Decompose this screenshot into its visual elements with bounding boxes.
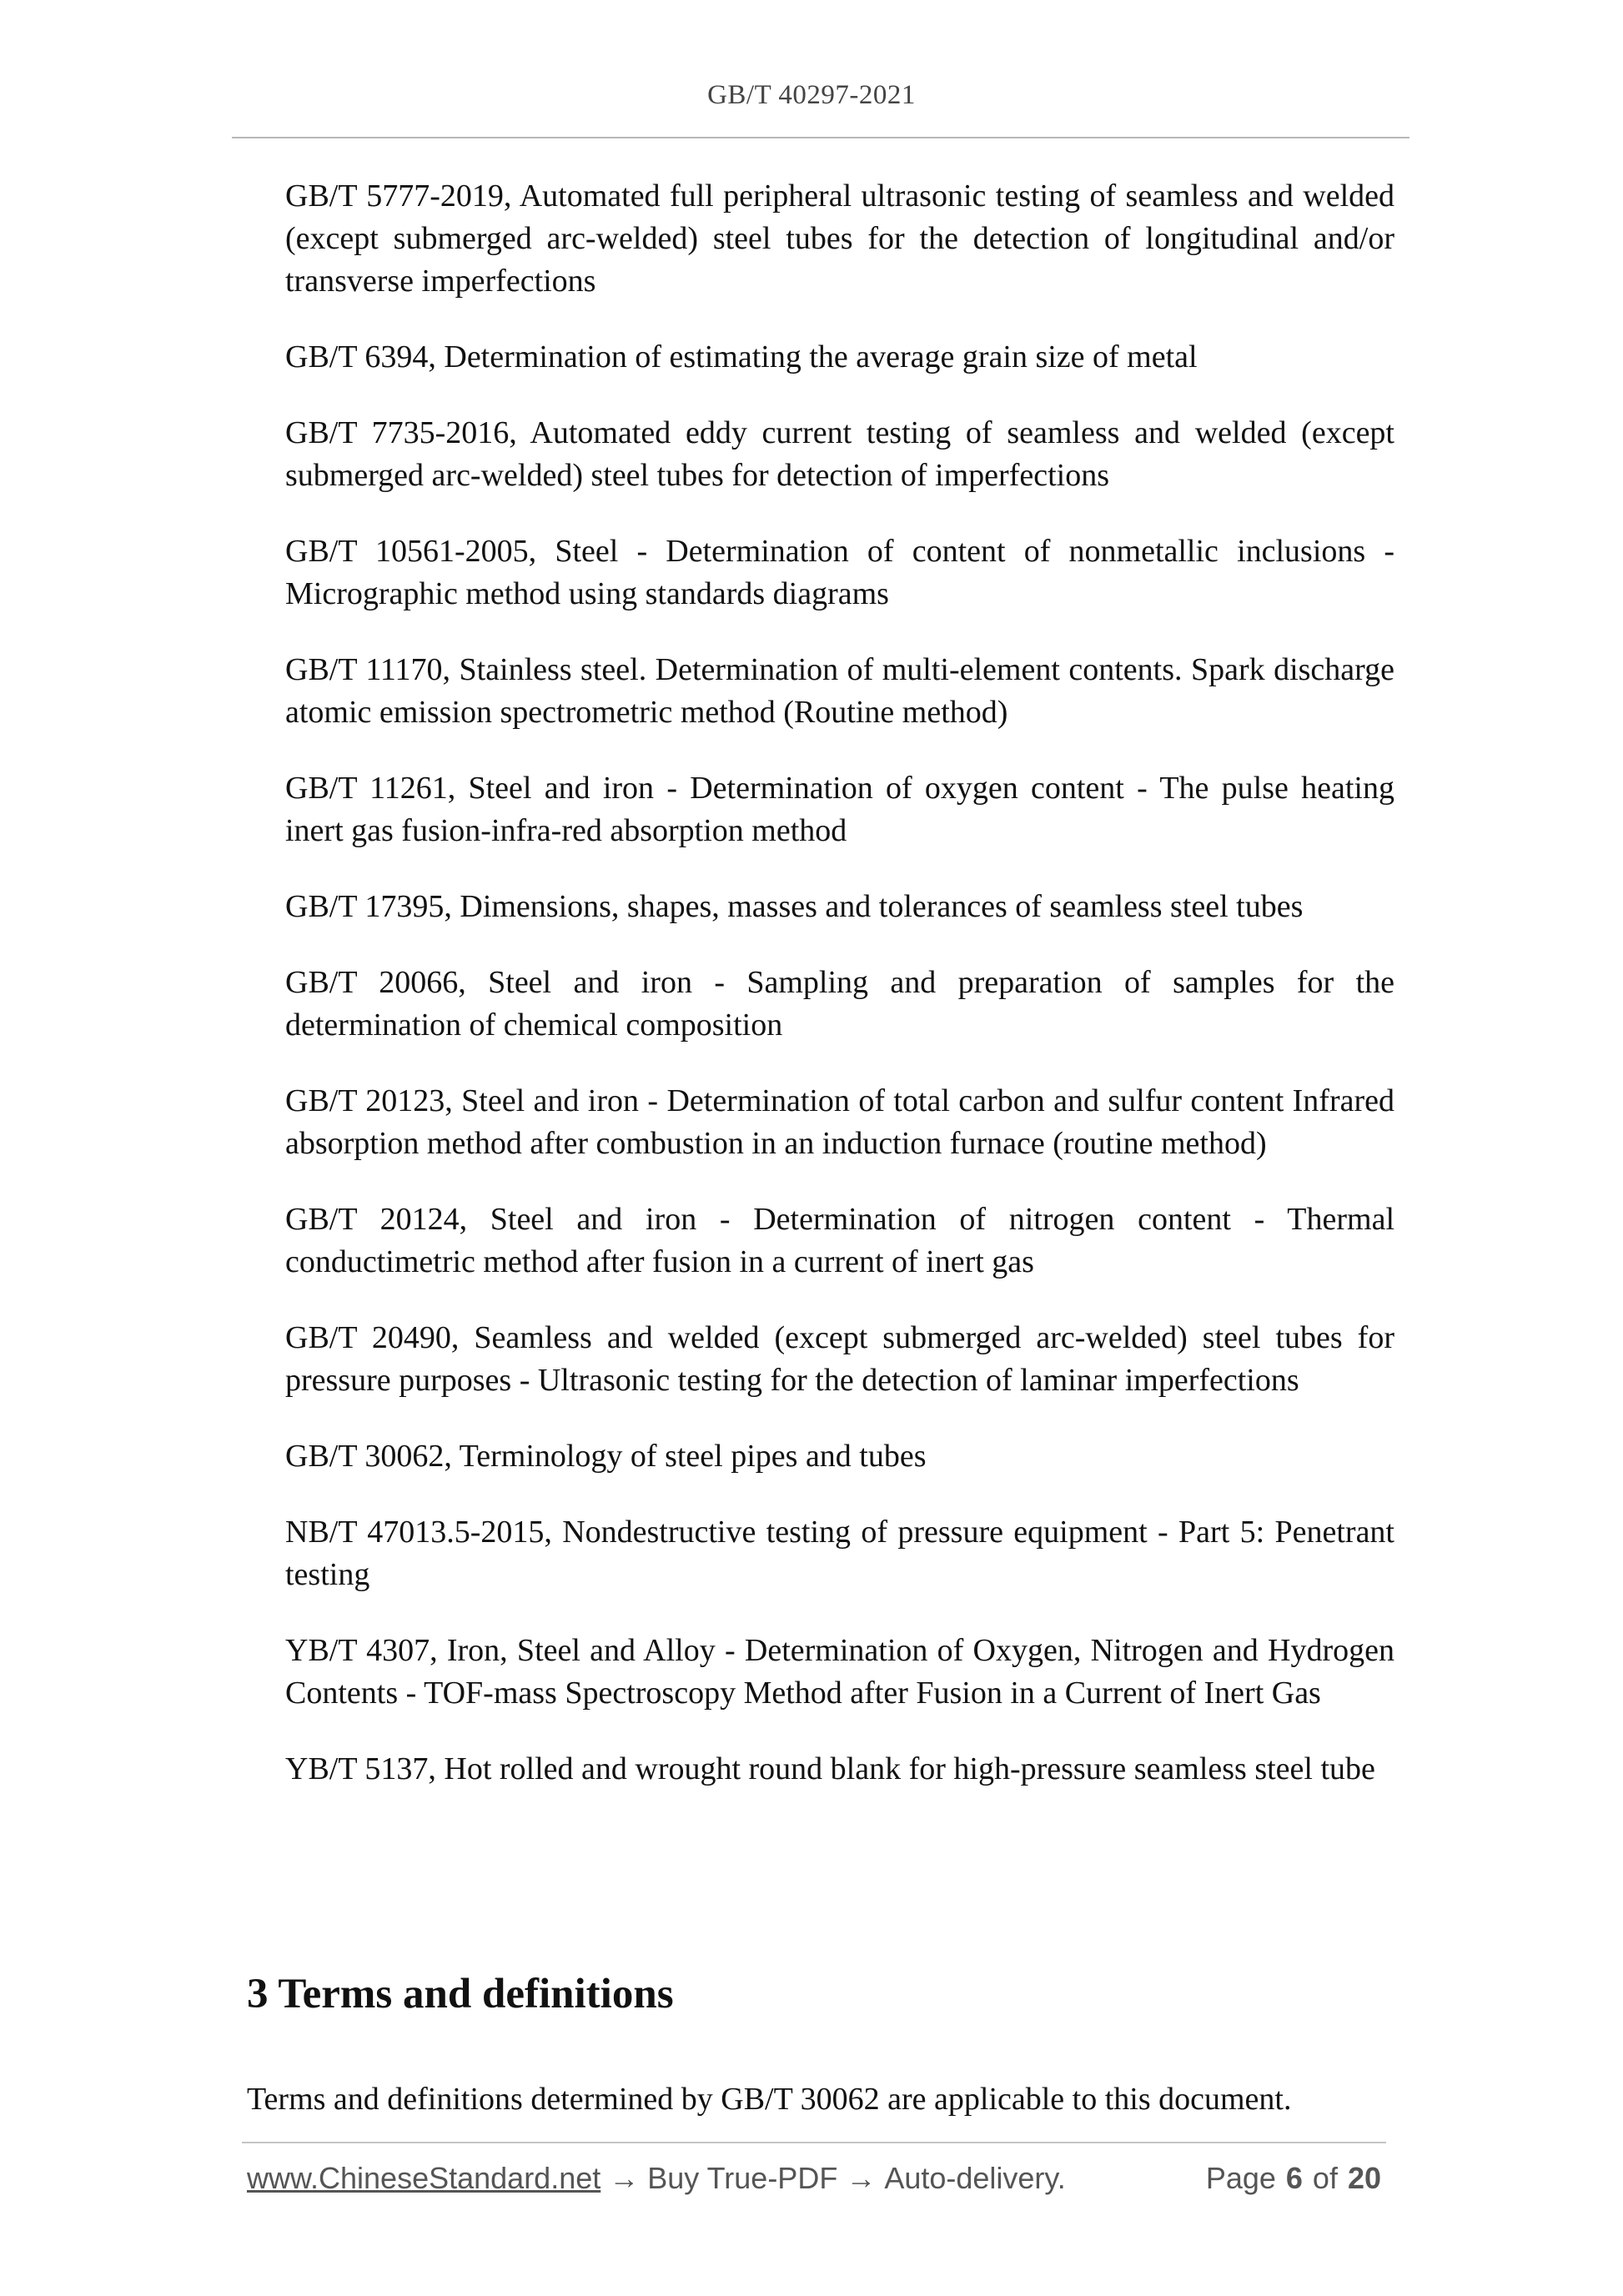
auto-delivery-text: Auto-delivery.	[884, 2161, 1066, 2195]
total-page-count: 20	[1347, 2161, 1381, 2195]
section-paragraph: Terms and definitions determined by GB/T 30062 are applicable to this document.	[247, 2082, 1292, 2117]
arrow-right-icon: →	[609, 2161, 640, 2195]
reference-item: NB/T 47013.5-2015, Nondestructive testing of pressure equipment - Part 5: Penetrant testing	[285, 1515, 1394, 1592]
reference-item: GB/T 7735-2016, Automated eddy current testing of seamless and welded (except submerged arc-welded) steel tubes for detection of imperfections	[285, 415, 1394, 493]
reference-item: GB/T 20490, Seamless and welded (except submerged arc-welded) steel tubes for pressure purposes - Ultrasonic testing for the detection of laminar imperfections	[285, 1320, 1394, 1398]
page-number-indicator	[1206, 2161, 1381, 2196]
reference-item: GB/T 6394, Determination of estimating the average grain size of metal	[285, 339, 1198, 374]
arrow-right-icon: →	[846, 2161, 877, 2195]
reference-item: GB/T 30062, Terminology of steel pipes and tubes	[285, 1439, 927, 1474]
page-label: Page	[1205, 2161, 1276, 2195]
footer-promo	[247, 2161, 1066, 2196]
reference-item: GB/T 17395, Dimensions, shapes, masses and tolerances of seamless steel tubes	[285, 889, 1304, 924]
page-footer	[247, 2161, 1381, 2203]
reference-item: GB/T 10561-2005, Steel - Determination of content of nonmetallic inclusions - Micrographic method using standards diagrams	[285, 534, 1394, 611]
reference-item: GB/T 11261, Steel and iron - Determination of oxygen content - The pulse heating inert gas fusion-infra-red absorption method	[285, 771, 1394, 848]
chinesestandard-link[interactable]: www.ChineseStandard.net	[247, 2161, 601, 2195]
section-heading: 3 Terms and definitions	[247, 1971, 674, 2017]
footer-divider	[242, 2142, 1386, 2143]
document-code-header: GB/T 40297-2021	[707, 80, 916, 110]
reference-item: GB/T 20066, Steel and iron - Sampling and preparation of samples for the determination of chemical composition	[285, 965, 1394, 1042]
reference-item: GB/T 11170, Stainless steel. Determination of multi-element contents. Spark discharge atomic emission spectrometric method (Routine method)	[285, 652, 1394, 730]
buy-true-pdf-text: Buy True-PDF	[647, 2161, 838, 2195]
header-divider	[232, 137, 1409, 138]
reference-item: GB/T 20123, Steel and iron - Determination of total carbon and sulfur content Infrared absorption method after combustion in an induction furnace (routine method)	[285, 1083, 1394, 1161]
current-page-number: 6	[1285, 2161, 1303, 2195]
normative-references-list	[285, 175, 1394, 1824]
reference-item: GB/T 5777-2019, Automated full peripheral ultrasonic testing of seamless and welded (except submerged arc-welded) steel tubes for the detection of longitudinal and/or transverse imperfections	[285, 178, 1394, 299]
reference-item: YB/T 5137, Hot rolled and wrought round blank for high-pressure seamless steel tube	[285, 1751, 1375, 1786]
reference-item: YB/T 4307, Iron, Steel and Alloy - Determination of Oxygen, Nitrogen and Hydrogen Contents - TOF-mass Spectroscopy Method after Fusion in a Current of Inert Gas	[285, 1633, 1394, 1711]
page-of-label: of	[1312, 2161, 1338, 2195]
reference-item: GB/T 20124, Steel and iron - Determination of nitrogen content - Thermal conductimetric method after fusion in a current of inert gas	[285, 1202, 1394, 1279]
